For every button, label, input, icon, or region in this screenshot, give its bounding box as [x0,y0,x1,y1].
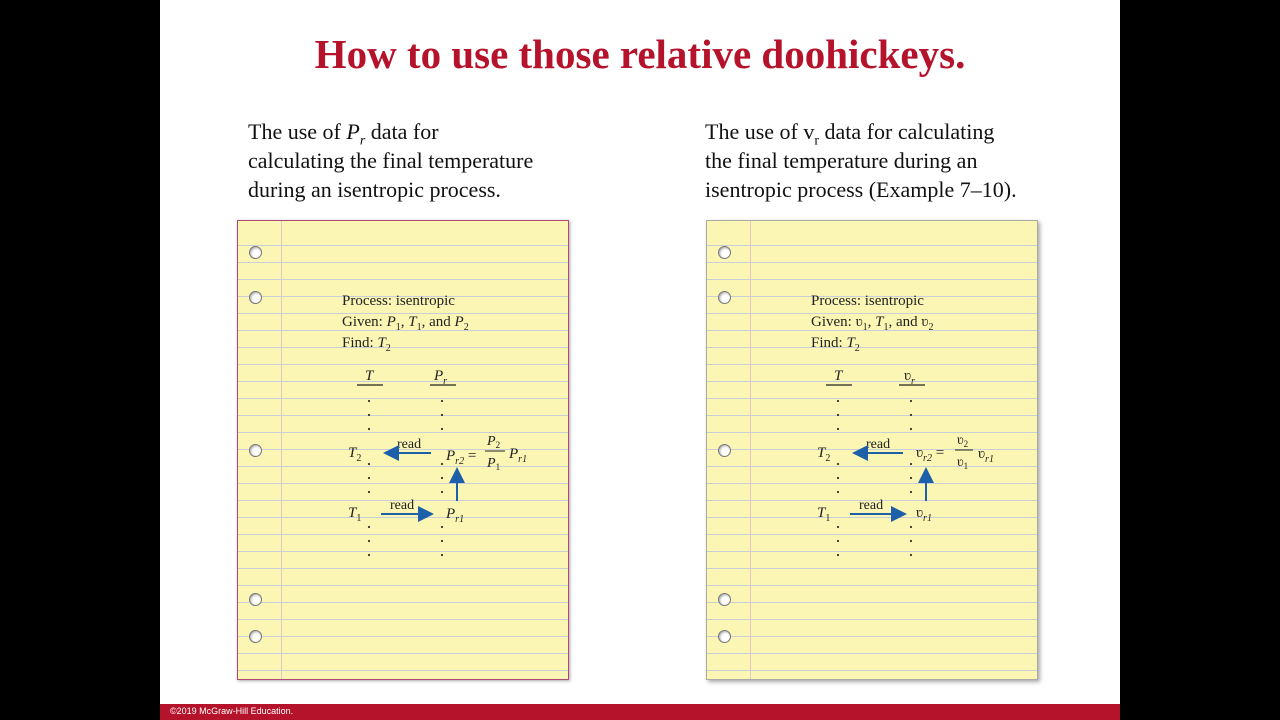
find-label: Find: $T_2$ [342,335,391,354]
right-caption-line2: the final temperature during an [705,148,978,173]
find-label: Find: $T_2$ [811,335,860,354]
read-label-top: read [397,437,422,452]
footer-bar [160,704,1120,720]
pr1-factor: $P_{r1}$ [509,446,528,465]
right-diagram [707,221,1037,679]
left-caption-line1: The use of $P_r$ data for [248,119,439,149]
process-label: Process: isentropic [342,293,455,309]
dotted-column-t [837,400,839,556]
left-notepad-figure [237,220,569,680]
dotted-column-vr [910,400,912,556]
read-label-top: read [866,437,891,452]
v2-numerator: ʋ$_2$ [957,433,969,449]
p1-denominator: $P_1$ [487,456,501,472]
vr1-factor: ʋ$_{r1}$ [978,446,994,465]
dotted-column-pr [441,400,443,556]
read-label-bottom: read [390,498,415,513]
pr2-equation: $P_{r2}$ = [446,448,477,467]
given-label: Given: $P_1$, $T_1$, and $P_2$ [342,314,469,333]
pr1-label: $P_{r1}$ [446,506,465,525]
read-label-bottom: read [859,498,884,513]
column-header-t: T [365,368,374,384]
right-caption-line3: isentropic process (Example 7–10). [705,177,1017,202]
column-header-vr: ʋ$_r$ [904,368,915,387]
left-diagram [238,221,568,679]
left-caption [248,117,588,204]
right-caption [705,117,1065,204]
t1-label: $T_1$ [348,505,362,524]
copyright-text: ©2019 McGraw-Hill Education. [170,706,294,716]
p2-numerator: $P_2$ [487,434,501,450]
t2-label: $T_2$ [348,445,362,464]
left-caption-line3: during an isentropic process. [248,177,501,202]
slide [160,0,1120,720]
vr2-equation: ʋ$_{r2}$ = [916,445,945,464]
dotted-column-t [368,400,370,556]
vr1-label: ʋ$_{r1}$ [916,505,932,524]
process-label: Process: isentropic [811,293,924,309]
t1-label: $T_1$ [817,505,831,524]
column-header-t: T [834,368,843,384]
column-header-pr: $P_r$ [434,368,448,387]
left-caption-line2: calculating the final temperature [248,148,534,173]
slide-title: How to use those relative doohickeys. [314,31,966,77]
v1-denominator: ʋ$_1$ [957,455,969,471]
t2-label: $T_2$ [817,445,831,464]
given-label: Given: ʋ$_1$, $T_1$, and ʋ$_2$ [811,314,934,333]
right-caption-line1: The use of $v_r$ data for calculating [705,119,995,149]
right-notepad-figure [706,220,1038,680]
